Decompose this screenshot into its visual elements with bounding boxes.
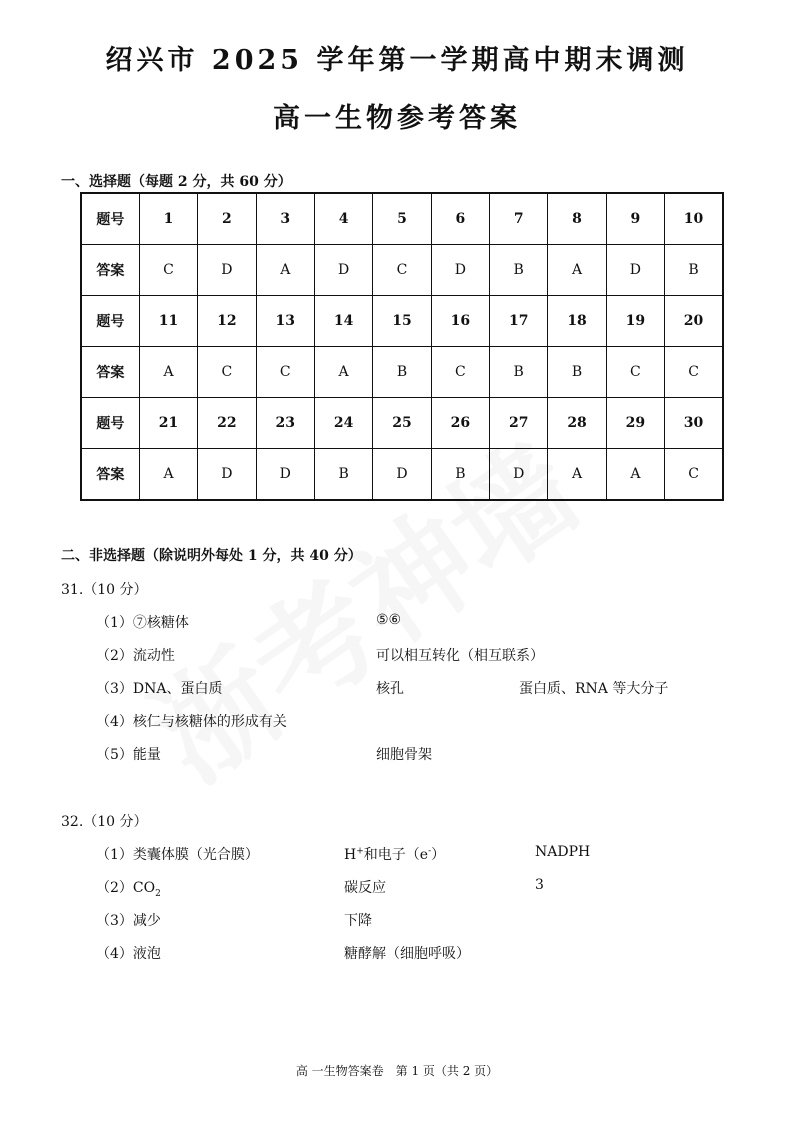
q32-3-b: 下降 xyxy=(344,913,372,929)
question-number-cell: 3 xyxy=(256,193,314,245)
question-number-cell: 16 xyxy=(431,296,489,347)
answer-cell: B xyxy=(431,449,489,501)
question-number-cell: 9 xyxy=(606,193,664,245)
question-number-cell: 20 xyxy=(665,296,723,347)
question-number-cell: 6 xyxy=(431,193,489,245)
q32-1-c: NADPH xyxy=(535,844,591,860)
answer-cell: D xyxy=(606,245,664,296)
answer-cell: D xyxy=(431,245,489,296)
question-number-cell: 23 xyxy=(256,398,314,449)
question-number-cell: 27 xyxy=(490,398,548,449)
row-label-number: 题号 xyxy=(81,398,139,449)
q31-2-b: 可以相互转化（相互联系） xyxy=(376,648,544,664)
answer-cell: A xyxy=(139,449,197,501)
answer-cell: A xyxy=(606,449,664,501)
q31-1-b: ⑤⑥ xyxy=(376,612,402,628)
question-number-row xyxy=(81,398,723,449)
answer-cell: B xyxy=(665,245,723,296)
answer-cell: A xyxy=(139,347,197,398)
answer-row xyxy=(81,449,723,501)
answer-cell: C xyxy=(139,245,197,296)
answer-cell: D xyxy=(198,245,256,296)
answer-cell: B xyxy=(373,347,431,398)
question-number-cell: 19 xyxy=(606,296,664,347)
section1-heading: 一、选择题（每题 2 分，共 60 分） xyxy=(61,174,292,190)
answer-cell: A xyxy=(548,245,606,296)
answer-cell: B xyxy=(314,449,372,501)
question-number-cell: 2 xyxy=(198,193,256,245)
q32-2-c: 3 xyxy=(535,877,544,893)
question-number-cell: 30 xyxy=(665,398,723,449)
answer-cell: D xyxy=(490,449,548,501)
question-number-cell: 4 xyxy=(314,193,372,245)
q31-5-a: （5）能量 xyxy=(96,747,161,763)
q31-5-b: 细胞骨架 xyxy=(376,747,432,763)
question-number-cell: 21 xyxy=(139,398,197,449)
answer-cell: C xyxy=(198,347,256,398)
q32-3-a: （3）减少 xyxy=(96,913,161,929)
answer-cell: B xyxy=(490,245,548,296)
answer-cell: A xyxy=(314,347,372,398)
q32-4-a: （4）液泡 xyxy=(96,946,161,962)
question-number-cell: 8 xyxy=(548,193,606,245)
question-number-cell: 22 xyxy=(198,398,256,449)
question-number-row xyxy=(81,296,723,347)
q31-2-a: （2）流动性 xyxy=(96,648,175,664)
row-label-answer: 答案 xyxy=(81,449,139,501)
question-number-cell: 17 xyxy=(490,296,548,347)
question-number-cell: 10 xyxy=(665,193,723,245)
answer-table xyxy=(80,192,724,501)
q32-title: 32.（10 分） xyxy=(61,814,148,830)
question-number-cell: 26 xyxy=(431,398,489,449)
question-number-cell: 25 xyxy=(373,398,431,449)
exam-subtitle: 高一生物参考答案 xyxy=(273,103,521,134)
answer-cell: A xyxy=(256,245,314,296)
row-label-number: 题号 xyxy=(81,193,139,245)
question-number-cell: 28 xyxy=(548,398,606,449)
answer-cell: C xyxy=(256,347,314,398)
answer-cell: B xyxy=(548,347,606,398)
answer-row xyxy=(81,245,723,296)
answer-cell: C xyxy=(665,347,723,398)
row-label-answer: 答案 xyxy=(81,245,139,296)
section2-heading: 二、非选择题（除说明外每处 1 分，共 40 分） xyxy=(61,548,362,564)
answer-cell: D xyxy=(256,449,314,501)
answer-cell: C xyxy=(431,347,489,398)
answer-row xyxy=(81,347,723,398)
row-label-number: 题号 xyxy=(81,296,139,347)
q32-2-b: 碳反应 xyxy=(344,880,386,896)
q31-3-c: 蛋白质、RNA 等大分子 xyxy=(519,681,669,697)
question-number-cell: 1 xyxy=(139,193,197,245)
q31-1-a: （1）⑦核糖体 xyxy=(96,615,189,631)
answer-cell: A xyxy=(548,449,606,501)
answer-cell: D xyxy=(314,245,372,296)
page-footer: 高 一生物答案卷 第 1 页（共 2 页） xyxy=(295,1064,499,1078)
answer-cell: C xyxy=(606,347,664,398)
question-number-cell: 18 xyxy=(548,296,606,347)
q32-1-a: （1）类囊体膜（光合膜） xyxy=(96,847,259,863)
q32-1-b: H+和电子（e-） xyxy=(344,846,446,863)
question-number-cell: 11 xyxy=(139,296,197,347)
question-number-cell: 12 xyxy=(198,296,256,347)
q31-3-a: （3）DNA、蛋白质 xyxy=(96,681,223,697)
question-number-row xyxy=(81,193,723,245)
row-label-answer: 答案 xyxy=(81,347,139,398)
answer-cell: D xyxy=(373,449,431,501)
answer-cell: B xyxy=(490,347,548,398)
q32-2-a: $(2)CO_2$ xyxy=(96,880,161,899)
question-number-cell: 24 xyxy=(314,398,372,449)
question-number-cell: 14 xyxy=(314,296,372,347)
question-number-cell: 29 xyxy=(606,398,664,449)
answer-cell: C xyxy=(665,449,723,501)
q31-4-a: （4）核仁与核糖体的形成有关 xyxy=(96,714,287,730)
question-number-cell: 5 xyxy=(373,193,431,245)
question-number-cell: 7 xyxy=(490,193,548,245)
exam-title: 绍兴市 2025 学年第一学期高中期末调测 xyxy=(105,45,689,76)
q32-4-b: 糖酵解（细胞呼吸） xyxy=(344,946,470,962)
answer-cell: D xyxy=(198,449,256,501)
q31-3-b: 核孔 xyxy=(376,681,404,697)
answer-cell: C xyxy=(373,245,431,296)
q31-title: 31.（10 分） xyxy=(61,582,148,598)
question-number-cell: 13 xyxy=(256,296,314,347)
question-number-cell: 15 xyxy=(373,296,431,347)
